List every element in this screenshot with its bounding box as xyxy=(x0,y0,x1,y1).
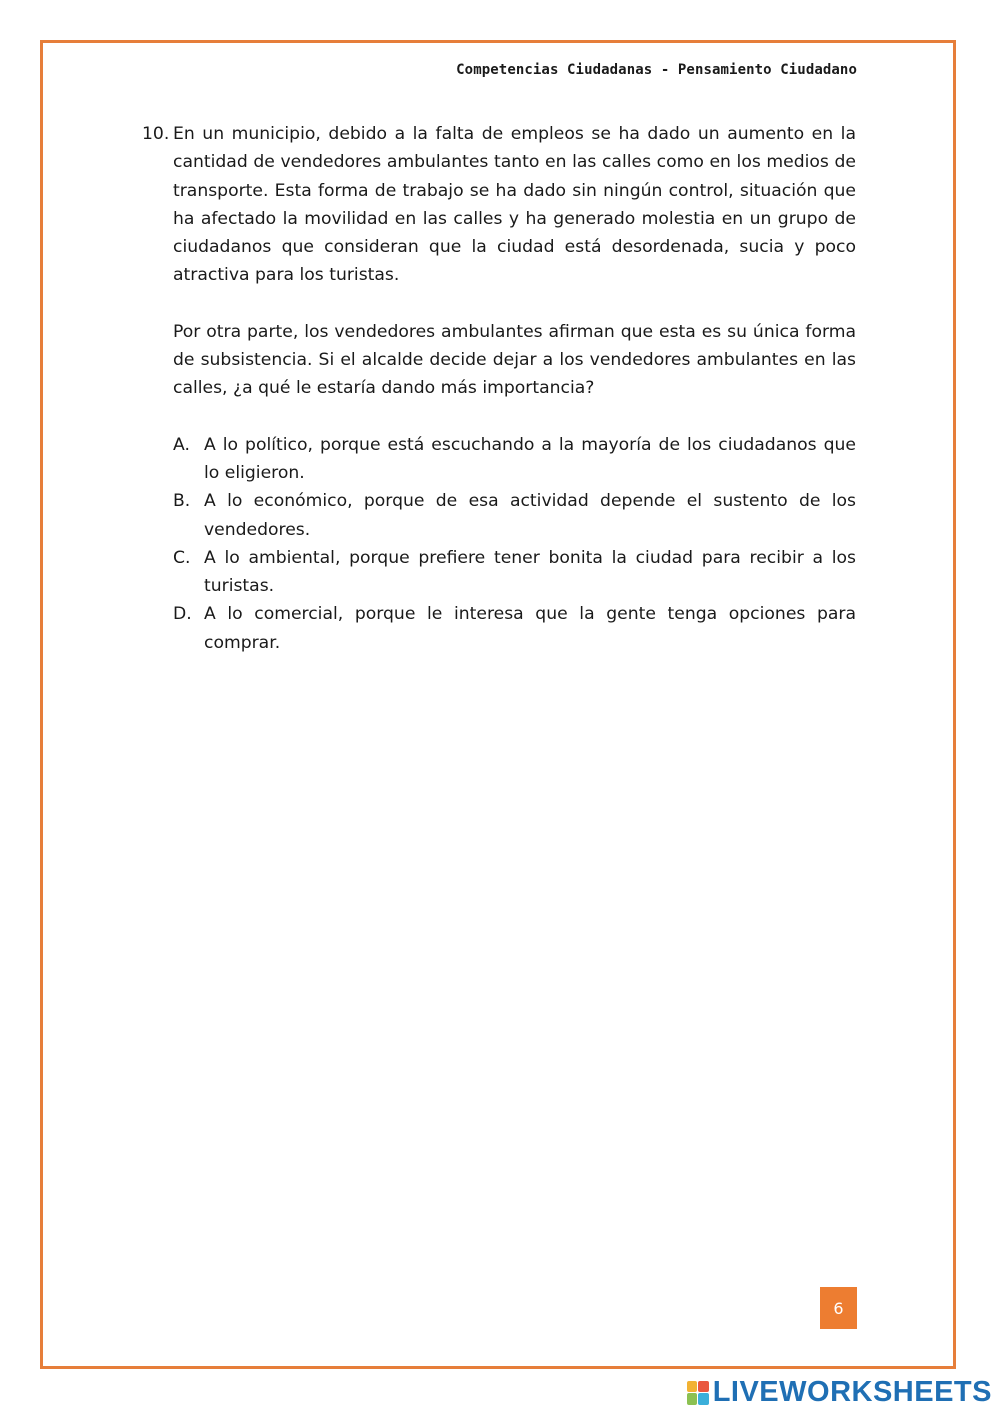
answer-option-b[interactable] xyxy=(173,487,856,544)
logo-tile xyxy=(698,1381,709,1393)
question-number: 10. xyxy=(142,124,170,144)
page-number-badge: 6 xyxy=(820,1287,857,1329)
question-paragraph-1: En un municipio, debido a la falta de empleos se ha dado un aumento en la cantidad de vendedores ambulantes tanto en las calles como en los medios de transporte. Esta forma de trabajo se ha dado sin ningún control, situación que ha afectado la movilidad en las calles y ha generado molestia en un grupo de ciudadanos que consideran que la ciudad está desordenada, sucia y poco atractiva para los turistas. xyxy=(173,124,856,286)
question-body xyxy=(173,120,856,403)
option-text: A lo comercial, porque le interesa que la gente tenga opciones para comprar. xyxy=(204,604,856,653)
logo-tile xyxy=(687,1393,698,1405)
option-letter: C. xyxy=(173,547,191,568)
option-text: A lo ambiental, porque prefiere tener bonita la ciudad para recibir a los turistas. xyxy=(204,547,856,597)
page-header-title: Competencias Ciudadanas - Pensamiento Ciudadano xyxy=(456,62,857,78)
option-text: A lo político, porque está escuchando a la mayoría de los ciudadanos que lo eligieron. xyxy=(204,434,856,483)
question-10 xyxy=(142,120,856,657)
answer-option-a[interactable] xyxy=(173,431,856,488)
option-letter: D. xyxy=(173,604,192,625)
option-letter: B. xyxy=(173,491,191,512)
question-block xyxy=(142,120,856,403)
option-text: A lo económico, porque de esa actividad depende el sustento de los vendedores. xyxy=(204,491,856,540)
logo-tile xyxy=(698,1393,709,1405)
liveworksheets-watermark[interactable] xyxy=(687,1378,992,1407)
liveworksheets-logo-icon xyxy=(687,1381,709,1405)
logo-tile xyxy=(687,1381,698,1393)
option-letter: A. xyxy=(173,434,190,455)
answer-option-d[interactable] xyxy=(173,600,856,657)
question-paragraph-2: Por otra parte, los vendedores ambulantes afirman que esta es su única forma de subsistencia. Si el alcalde decide dejar a los vendedores ambulantes en las calles, ¿a qué le estaría dando más importancia? xyxy=(173,321,856,399)
answer-option-c[interactable] xyxy=(173,544,856,601)
watermark-text: LIVEWORKSHEETS xyxy=(712,1376,992,1408)
answer-options xyxy=(173,431,856,657)
